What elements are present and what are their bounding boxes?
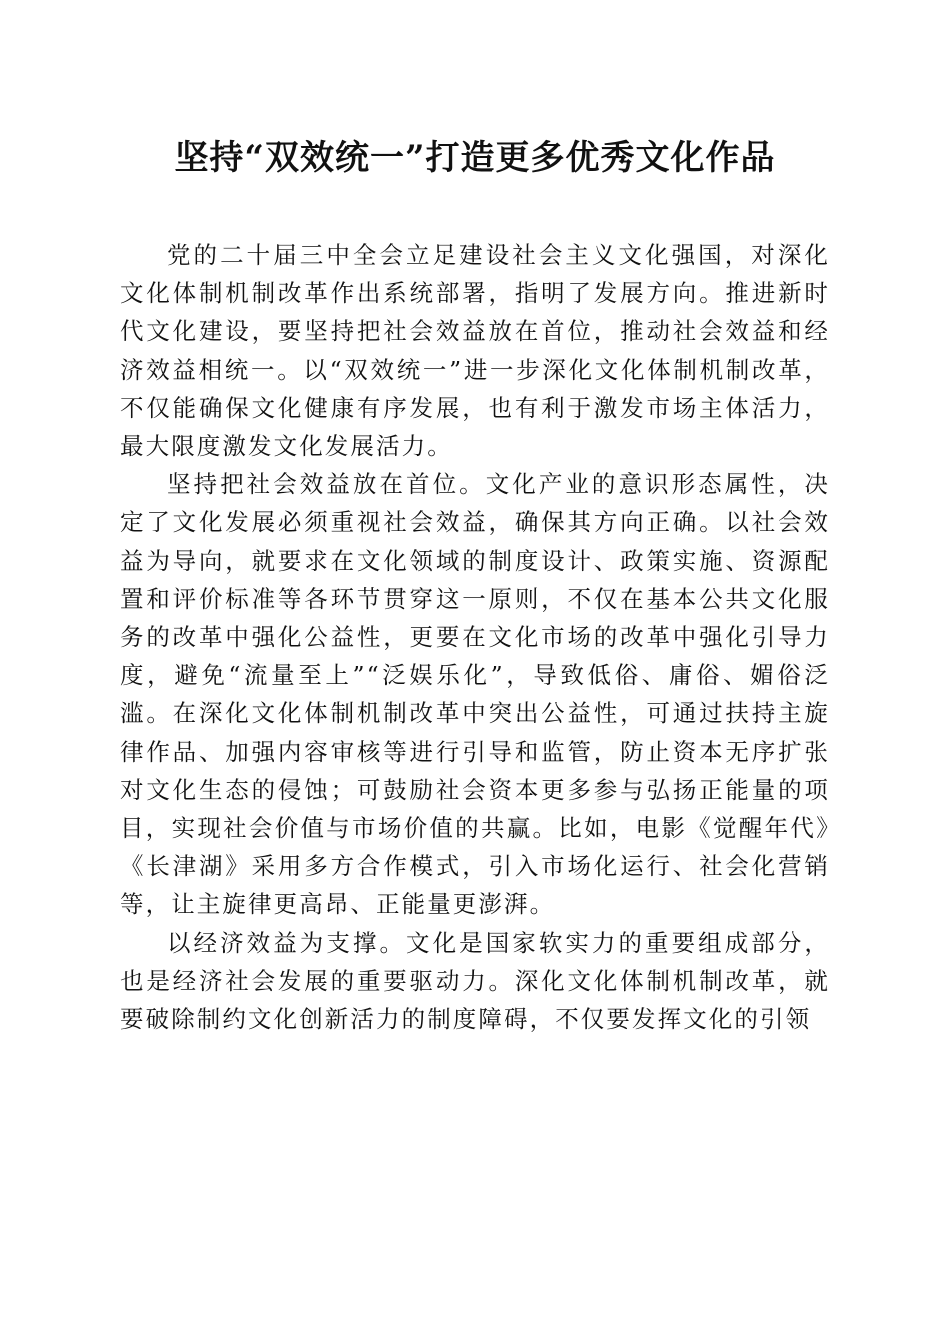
paragraph-social-benefit: 坚持把社会效益放在首位。文化产业的意识形态属性，决定了文化发展必须重视社会效益，确保其方向正确。以社会效益为导向，就要求在文化领域的制度设计、政策实施、资源配置和评价标准等各环节贯穿这一原则，不仅在基本公共文化服务的改革中强化公益性，更要在文化市场的改革中强化引导力度，避免“流量至上”“泛娱乐化”，导致低俗、庸俗、媚俗泛滥。在深化文化体制机制改革中突出公益性，可通过扶持主旋律作品、加强内容审核等进行引导和监管，防止资本无序扩张对文化生态的侵蚀；可鼓励社会资本更多参与弘扬正能量的项目，实现社会价值与市场价值的共赢。比如，电影《觉醒年代》《长津湖》采用多方合作模式，引入市场化运行、社会化营销等，让主旋律更高昂、正能量更澎湃。 [120,470,830,919]
document-body [120,236,830,1038]
paragraph-intro: 党的二十届三中全会立足建设社会主义文化强国，对深化文化体制机制改革作出系统部署，指明了发展方向。推进新时代文化建设，要坚持把社会效益放在首位，推动社会效益和经济效益相统一。以“双效统一”进一步深化文化体制机制改革，不仅能确保文化健康有序发展，也有利于激发市场主体活力，最大限度激发文化发展活力。 [120,241,830,461]
document-title: 坚持“双效统一”打造更多优秀文化作品 [174,138,776,178]
paragraph-economic-benefit: 以经济效益为支撑。文化是国家软实力的重要组成部分，也是经济社会发展的重要驱动力。深化文化体制机制改革，就要破除制约文化创新活力的制度障碍，不仅要发挥文化的引领 [120,928,830,1034]
